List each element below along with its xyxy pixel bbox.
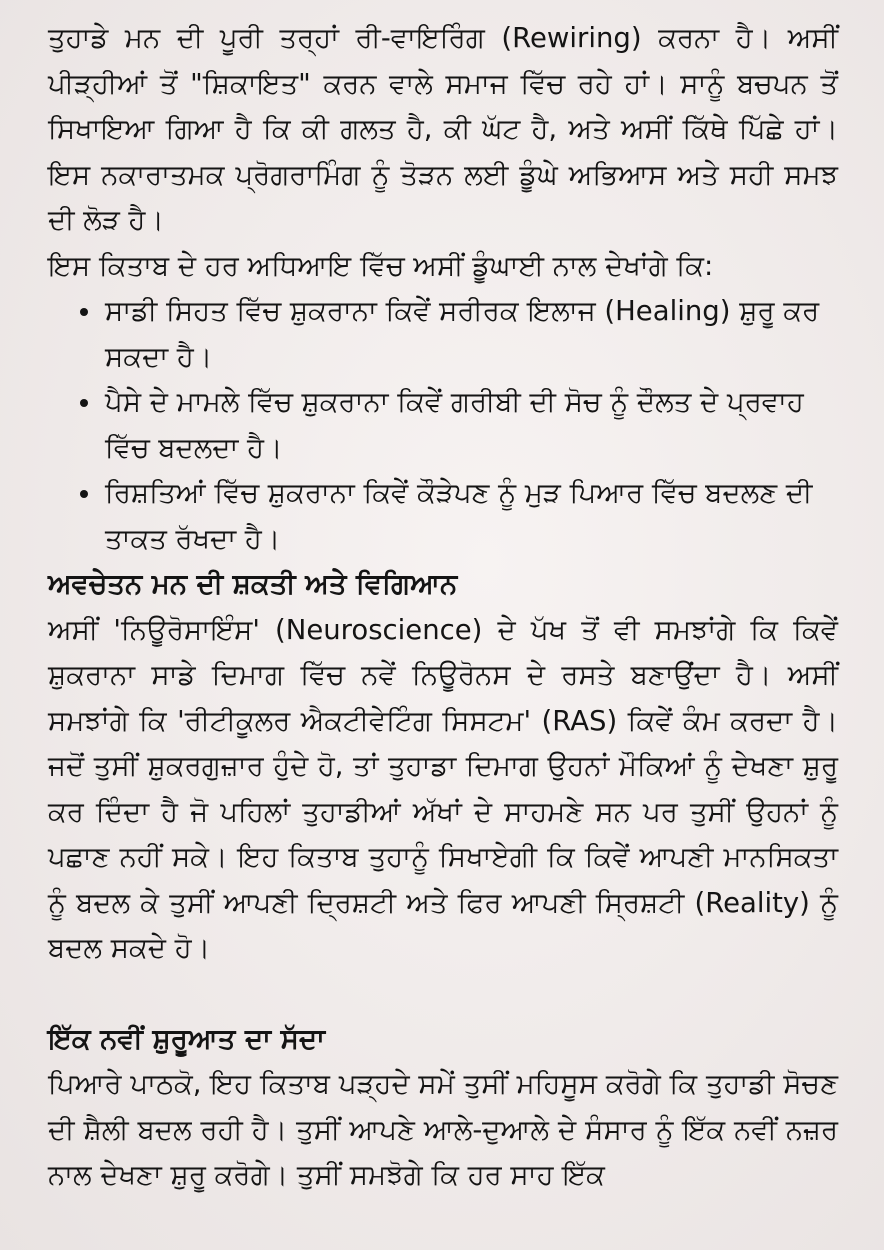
list-item: • ਰਿਸ਼ਤਿਆਂ ਵਿੱਚ ਸ਼ੁਕਰਾਨਾ ਕਿਵੇਂ ਕੌੜੇਪਣ ਨੂੰ ਮੁੜ ਪਿਆਰ ਵਿੱਚ ਬਦਲਣ ਦੀ ਤਾਕਤ ਰੱਖਦਾ ਹੈ। — [103, 471, 838, 562]
section-body-subconscious: ਅਸੀਂ 'ਨਿਊਰੋਸਾਇੰਸ' (Neuroscience) ਦੇ ਪੱਖ ਤੋਂ ਵੀ ਸਮਝਾਂਗੇ ਕਿ ਕਿਵੇਂ ਸ਼ੁਕਰਾਨਾ ਸਾਡੇ ਦਿਮਾਗ ਵਿੱਚ ਨਵੇਂ ਨਿਊਰੋਨਸ ਦੇ ਰਸਤੇ ਬਣਾਉਂਦਾ ਹੈ। ਅਸੀਂ ਸਮਝਾਂਗੇ ਕਿ 'ਰੀਟੀਕੂਲਰ ਐਕਟੀਵੇਟਿੰਗ ਸਿਸਟਮ' (RAS) ਕਿਵੇਂ ਕੰਮ ਕਰਦਾ ਹੈ। ਜਦੋਂ ਤੁਸੀਂ ਸ਼ੁਕਰਗੁਜ਼ਾਰ ਹੁੰਦੇ ਹੋ, ਤਾਂ ਤੁਹਾਡਾ ਦਿਮਾਗ ਉਹਨਾਂ ਮੌਕਿਆਂ ਨੂੰ ਦੇਖਣਾ ਸ਼ੁਰੂ ਕਰ ਦਿੰਦਾ ਹੈ ਜੋ ਪਹਿਲਾਂ ਤੁਹਾਡੀਆਂ ਅੱਖਾਂ ਦੇ ਸਾਹਮਣੇ ਸਨ ਪਰ ਤੁਸੀਂ ਉਹਨਾਂ ਨੂੰ ਪਛਾਣ ਨਹੀਂ ਸਕੇ। ਇਹ ਕਿਤਾਬ ਤੁਹਾਨੂੰ ਸਿਖਾਏਗੀ ਕਿ ਕਿਵੇਂ ਆਪਣੀ ਮਾਨਸਿਕਤਾ ਨੂੰ ਬਦਲ ਕੇ ਤੁਸੀਂ ਆਪਣੀ ਦ੍ਰਿਸ਼ਟੀ ਅਤੇ ਫਿਰ ਆਪਣੀ ਸ੍ਰਿਸ਼ਟੀ (Reality) ਨੂੰ ਬਦਲ ਸਕਦੇ ਹੋ। — [48, 613, 838, 964]
section-body-new-beginning: ਪਿਆਰੇ ਪਾਠਕੋ, ਇਹ ਕਿਤਾਬ ਪੜ੍ਹਦੇ ਸਮੇਂ ਤੁਸੀਂ ਮਹਿਸੂਸ ਕਰੋਗੇ ਕਿ ਤੁਹਾਡੀ ਸੋਚਣ ਦੀ ਸ਼ੈਲੀ ਬਦਲ ਰਹੀ ਹੈ। ਤੁਸੀਂ ਆਪਣੇ ਆਲੇ-ਦੁਆਲੇ ਦੇ ਸੰਸਾਰ ਨੂੰ ਇੱਕ ਨਵੀਂ ਨਜ਼ਰ ਨਾਲ ਦੇਖਣਾ ਸ਼ੁਰੂ ਕਰੋਗੇ। ਤੁਸੀਂ ਸਮਝੋਗੇ ਕਿ ਹਰ ਸਾਹ ਇੱਕ — [48, 1068, 838, 1191]
list-item: • ਪੈਸੇ ਦੇ ਮਾਮਲੇ ਵਿੱਚ ਸ਼ੁਕਰਾਨਾ ਕਿਵੇਂ ਗਰੀਬੀ ਦੀ ਸੋਚ ਨੂੰ ਦੌਲਤ ਦੇ ਪ੍ਰਵਾਹ ਵਿੱਚ ਬਦਲਦਾ ਹੈ। — [103, 380, 838, 471]
intro-lead-in: ਇਸ ਕਿਤਾਬ ਦੇ ਹਰ ਅਧਿਆਇ ਵਿੱਚ ਅਸੀਂ ਡੂੰਘਾਈ ਨਾਲ ਦੇਖਾਂਗੇ ਕਿ: — [48, 249, 714, 282]
intro-paragraph: ਤੁਹਾਡੇ ਮਨ ਦੀ ਪੂਰੀ ਤਰ੍ਹਾਂ ਰੀ-ਵਾਇਰਿੰਗ (Rewiring) ਕਰਨਾ ਹੈ। ਅਸੀਂ ਪੀੜ੍ਹੀਆਂ ਤੋਂ "ਸ਼ਿਕਾਇਤ" ਕਰਨ ਵਾਲੇ ਸਮਾਜ ਵਿੱਚ ਰਹੇ ਹਾਂ। ਸਾਨੂੰ ਬਚਪਨ ਤੋਂ ਸਿਖਾਇਆ ਗਿਆ ਹੈ ਕਿ ਕੀ ਗਲਤ ਹੈ, ਕੀ ਘੱਟ ਹੈ, ਅਤੇ ਅਸੀਂ ਕਿੱਥੇ ਪਿੱਛੇ ਹਾਂ। ਇਸ ਨਕਾਰਾਤਮਕ ਪ੍ਰੋਗਰਾਮਿੰਗ ਨੂੰ ਤੋੜਨ ਲਈ ਡੂੰਘੇ ਅਭਿਆਸ ਅਤੇ ਸਹੀ ਸਮਝ ਦੀ ਲੋੜ ਹੈ। — [48, 22, 838, 236]
list-item: • ਸਾਡੀ ਸਿਹਤ ਵਿੱਚ ਸ਼ੁਕਰਾਨਾ ਕਿਵੇਂ ਸਰੀਰਕ ਇਲਾਜ (Healing) ਸ਼ੁਰੂ ਕਰ ਸਕਦਾ ਹੈ। — [103, 289, 838, 380]
section-heading-subconscious: ਅਵਚੇਤਨ ਮਨ ਦੀ ਸ਼ਕਤੀ ਅਤੇ ਵਿਗਿਆਨ — [48, 568, 458, 600]
document-page — [48, 16, 838, 1199]
section-spacer — [48, 972, 838, 1017]
chapter-bullet-list — [48, 289, 838, 562]
section-heading-new-beginning: ਇੱਕ ਨਵੀਂ ਸ਼ੁਰੂਆਤ ਦਾ ਸੱਦਾ — [48, 1022, 325, 1055]
